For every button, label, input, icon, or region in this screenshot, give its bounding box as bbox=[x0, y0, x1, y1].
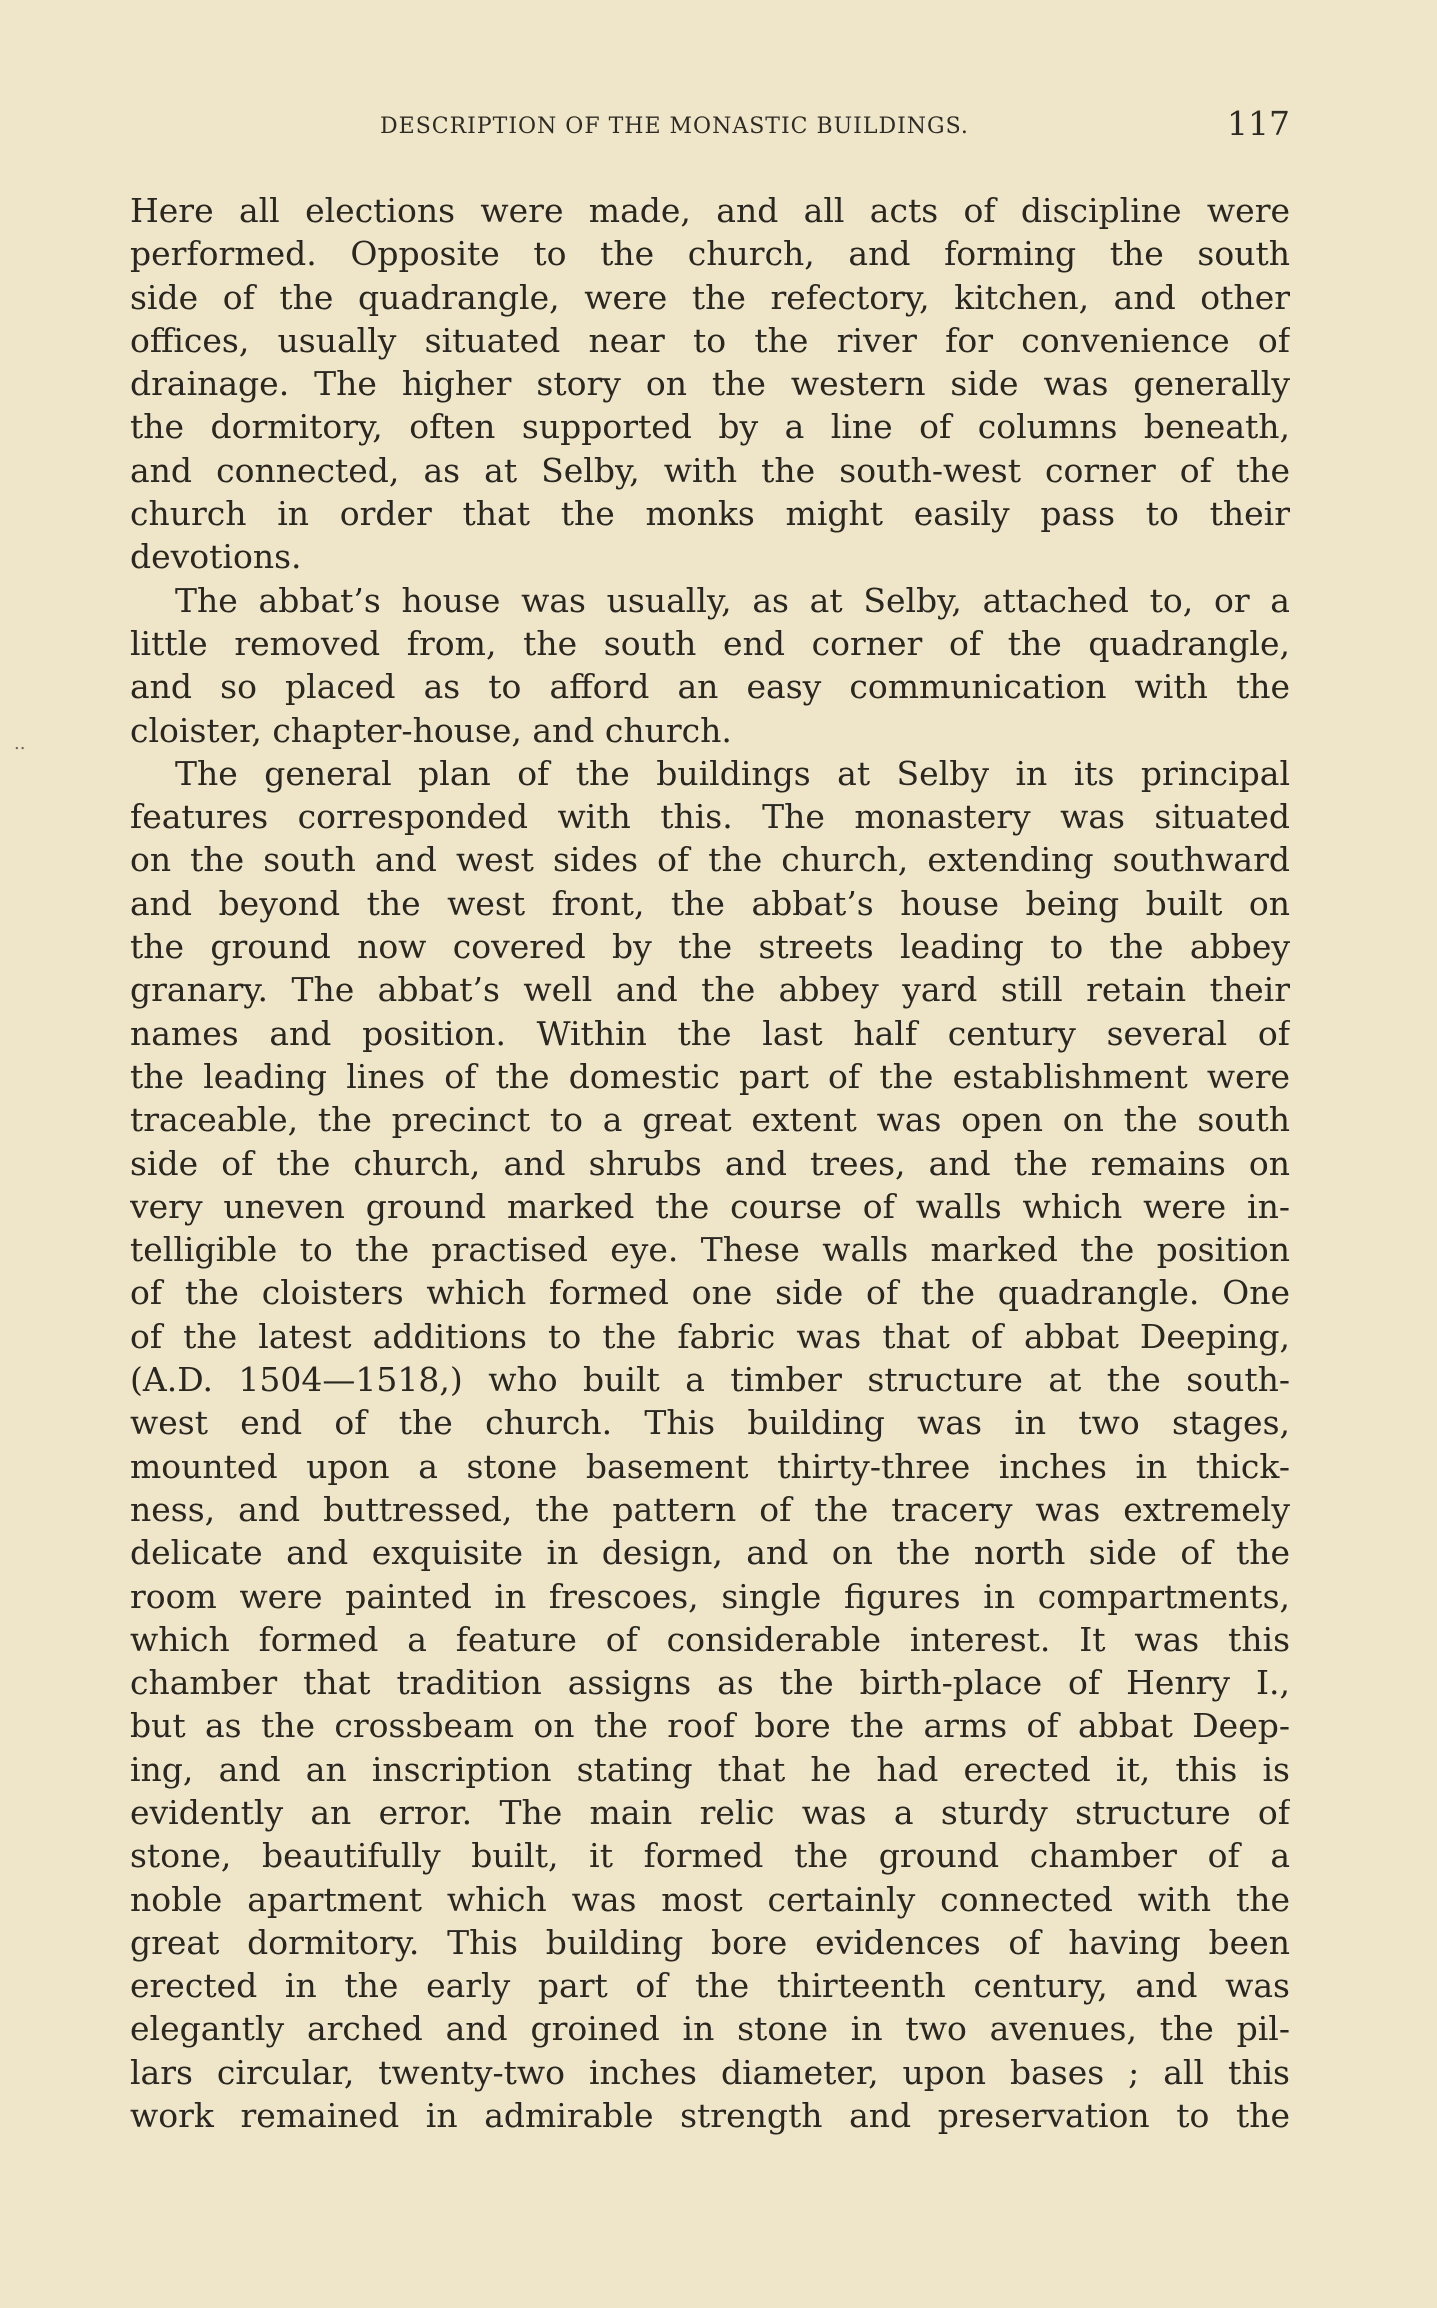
text-line: evidently an error. The main relic was a sturdy structure of bbox=[130, 1792, 1290, 1832]
paragraph-2 bbox=[130, 579, 1290, 752]
text-line: ing, and an inscription stating that he had erected it, this is bbox=[130, 1749, 1290, 1789]
text-line: of the cloisters which formed one side of the quadrangle. One bbox=[130, 1273, 1290, 1313]
text-line: telligible to the practised eye. These walls marked the position bbox=[130, 1230, 1290, 1270]
page-number: 117 bbox=[1227, 104, 1290, 143]
text-line: traceable, the precinct to a great extent was open on the south bbox=[130, 1100, 1290, 1140]
text-line: work remained in admirable strength and preservation to the bbox=[130, 2096, 1290, 2136]
body-text bbox=[130, 189, 1290, 2137]
text-line: room were painted in frescoes, single figures in compartments, bbox=[130, 1576, 1290, 1616]
margin-mark: .. bbox=[14, 733, 26, 754]
text-line: ness, and buttressed, the pattern of the tracery was extremely bbox=[130, 1489, 1290, 1529]
text-line: side of the quadrangle, were the refectory, kitchen, and other bbox=[130, 277, 1290, 317]
text-line: the dormitory, often supported by a line of columns beneath, bbox=[130, 407, 1290, 447]
text-line: on the south and west sides of the church, extending southward bbox=[130, 840, 1290, 880]
text-line: and connected, as at Selby, with the south-west corner of the bbox=[130, 450, 1290, 490]
text-line: drainage. The higher story on the western side was generally bbox=[130, 364, 1290, 404]
text-line: great dormitory. This building bore evidences of having been bbox=[130, 1922, 1290, 1962]
text-line: and beyond the west front, the abbat’s house being built on bbox=[130, 883, 1290, 923]
text-line: features corresponded with this. The monastery was situated bbox=[130, 797, 1290, 837]
paragraph-3 bbox=[130, 752, 1290, 2138]
text-line: Here all elections were made, and all acts of discipline were bbox=[130, 191, 1290, 230]
text-line: side of the church, and shrubs and trees, and the remains on bbox=[130, 1143, 1290, 1183]
text-line: The general plan of the buildings at Selby in its principal bbox=[175, 753, 1290, 793]
text-line: but as the crossbeam on the roof bore the arms of abbat Deep- bbox=[130, 1706, 1290, 1746]
text-line: west end of the church. This building was in two stages, bbox=[130, 1403, 1290, 1443]
paragraph-1 bbox=[130, 189, 1290, 579]
text-line: erected in the early part of the thirteenth century, and was bbox=[130, 1966, 1290, 2006]
text-line: chamber that tradition assigns as the birth-place of Henry I., bbox=[130, 1663, 1290, 1703]
text-line: delicate and exquisite in design, and on the north side of the bbox=[130, 1533, 1290, 1573]
text-line: very uneven ground marked the course of walls which were in- bbox=[130, 1186, 1290, 1226]
page-header bbox=[130, 104, 1290, 154]
text-line: little removed from, the south end corner of the quadrangle, bbox=[130, 623, 1290, 663]
text-line: and so placed as to afford an easy communication with the bbox=[130, 667, 1290, 707]
text-line: offices, usually situated near to the river for convenience of bbox=[130, 320, 1290, 360]
text-line: of the latest additions to the fabric was that of abbat Deeping, bbox=[130, 1316, 1290, 1356]
text-line: The abbat’s house was usually, as at Selby, attached to, or a bbox=[175, 580, 1290, 620]
text-line: mounted upon a stone basement thirty-three inches in thick- bbox=[130, 1446, 1290, 1486]
text-line: devotions. bbox=[130, 537, 302, 577]
text-line: lars circular, twenty-two inches diameter, upon bases ; all this bbox=[130, 2052, 1290, 2092]
text-line: church in order that the monks might easily pass to their bbox=[130, 494, 1290, 534]
text-line: stone, beautifully built, it formed the ground chamber of a bbox=[130, 1836, 1290, 1876]
text-line: names and position. Within the last half century several of bbox=[130, 1013, 1290, 1053]
text-line: which formed a feature of considerable interest. It was this bbox=[130, 1619, 1290, 1659]
text-line: granary. The abbat’s well and the abbey yard still retain their bbox=[130, 970, 1290, 1010]
text-line: performed. Opposite to the church, and forming the south bbox=[130, 234, 1290, 274]
text-line: the leading lines of the domestic part of the establishment were bbox=[130, 1056, 1290, 1096]
text-line: the ground now covered by the streets leading to the abbey bbox=[130, 927, 1290, 967]
running-head: DESCRIPTION OF THE MONASTIC BUILDINGS. bbox=[380, 114, 969, 139]
text-line: noble apartment which was most certainly connected with the bbox=[130, 1879, 1290, 1919]
text-line: elegantly arched and groined in stone in two avenues, the pil- bbox=[130, 2009, 1290, 2049]
text-line: cloister, chapter-house, and church. bbox=[130, 710, 732, 750]
text-line: (A.D. 1504—1518,) who built a timber structure at the south- bbox=[130, 1360, 1290, 1400]
